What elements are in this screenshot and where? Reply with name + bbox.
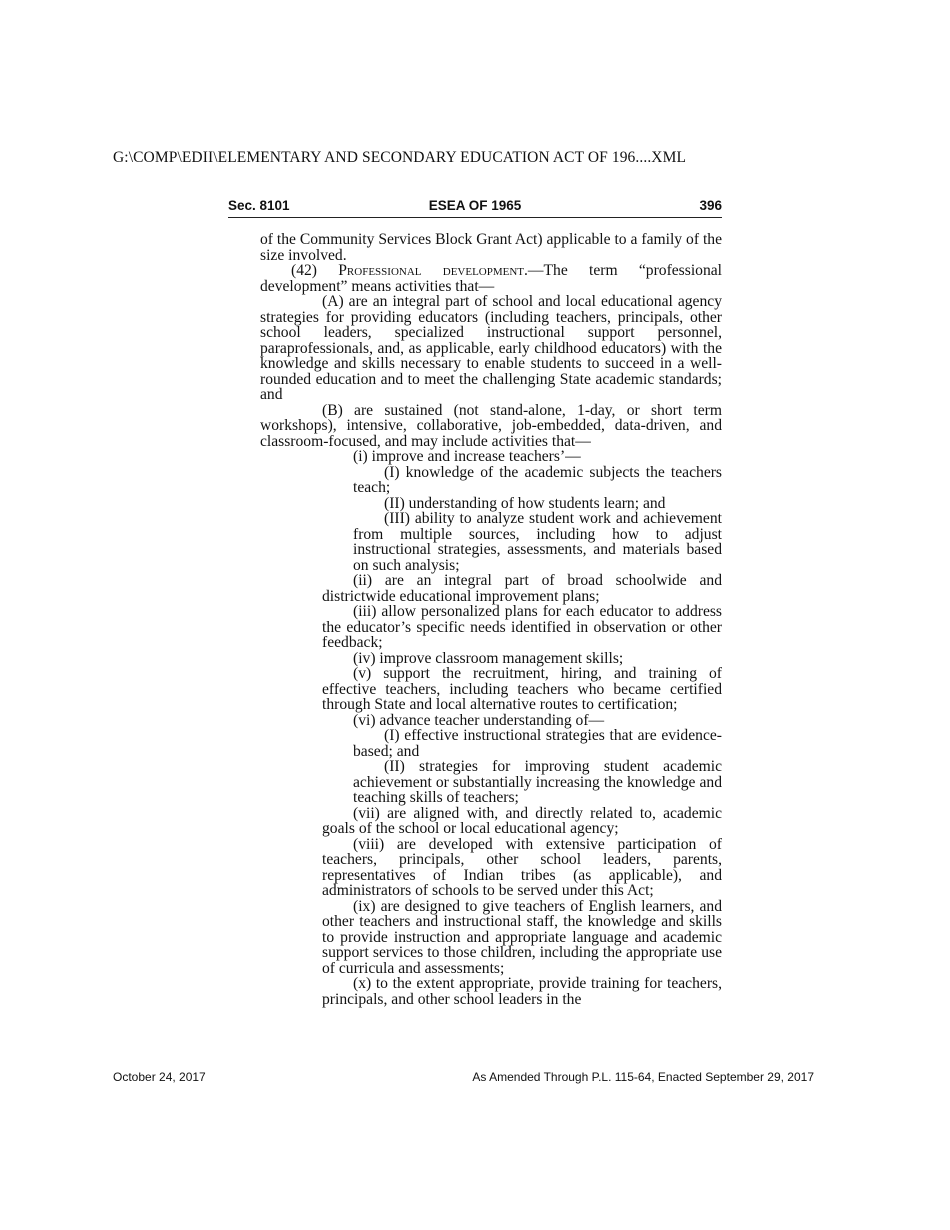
footer-amended: As Amended Through P.L. 115-64, Enacted September 29, 2017 [472, 1070, 814, 1084]
running-head [228, 198, 722, 218]
subclause-block-i [353, 465, 722, 574]
running-head-title: ESEA OF 1965 [428, 198, 522, 213]
clause-viii: (viii) are developed with extensive participation of teachers, principals, other school leaders, parents, representatives of Indian tribes (as applicable), and administrators of schools to be served under this Act; [322, 835, 722, 899]
paragraph-42-number: (42) [291, 262, 339, 279]
clause-iv: (iv) improve classroom management skills; [353, 649, 624, 667]
paragraph-42-text: .—The term “professional development” means activities that— [260, 262, 722, 295]
subclause-block-vi [353, 728, 722, 806]
clause-iii: (iii) allow personalized plans for each educator to address the educator’s specific needs identified in observation or other feedback; [322, 603, 722, 651]
footer-date: October 24, 2017 [113, 1070, 206, 1084]
subparagraph-block [260, 294, 722, 449]
clause-v: (v) support the recruitment, hiring, and training of effective teachers, including teachers who became certified through State and local alternative routes to certification; [322, 665, 722, 713]
page-number: 396 [699, 198, 722, 213]
clause-ii: (ii) are an integral part of broad schoolwide and districtwide educational improvement plans; [322, 572, 722, 605]
subparagraph-A: (A) are an integral part of school and local educational agency strategies for providing educators (including teachers, principals, other school leaders, specialized instructional support personnel, paraprofessionals, and, as applicable, early childhood educators) with the knowledge and skills necessary to enable students to succeed in a well-rounded education and to meet the challenging State academic standards; and [260, 293, 722, 403]
clause-i-subclause-II: (II) understanding of how students learn; and [384, 494, 666, 512]
continued-paragraph: of the Community Services Block Grant Act) applicable to a family of the size involved. [260, 231, 722, 264]
paragraph-42 [260, 263, 722, 294]
clause-block [322, 449, 722, 1007]
clause-x: (x) to the extent appropriate, provide training for teachers, principals, and other school leaders in the [322, 975, 722, 1008]
paragraph-42-heading: Professional development [338, 262, 525, 279]
clause-vi-subclause-II: (II) strategies for improving student academic achievement or substantially increasing the knowledge and teaching skills of teachers; [353, 758, 722, 806]
subparagraph-B: (B) are sustained (not stand-alone, 1-day, or short term workshops), intensive, collaborative, job-embedded, data-driven, and classroom-focused, and may include activities that— [260, 401, 722, 450]
statute-text [260, 232, 722, 1007]
clause-vi: (vi) advance teacher understanding of— [353, 711, 605, 729]
running-head-section: Sec. 8101 [228, 198, 290, 213]
file-path: G:\COMP\EDII\ELEMENTARY AND SECONDARY EDUCATION ACT OF 196....XML [113, 149, 687, 166]
clause-i-subclause-I: (I) knowledge of the academic subjects the teachers teach; [353, 463, 722, 496]
clause-ix: (ix) are designed to give teachers of English learners, and other teachers and instructional staff, the knowledge and skills to provide instruction and appropriate language and academic support services to those children, including the appropriate use of curricula and assessments; [322, 897, 722, 977]
clause-vi-subclause-I: (I) effective instructional strategies that are evidence-based; and [353, 727, 722, 760]
clause-i-subclause-III: (III) ability to analyze student work and achievement from multiple sources, including how to adjust instructional strategies, assessments, and materials based on such analysis; [353, 510, 722, 574]
clause-i: (i) improve and increase teachers’— [353, 448, 581, 465]
clause-vii: (vii) are aligned with, and directly related to, academic goals of the school or local educational agency; [322, 804, 722, 837]
